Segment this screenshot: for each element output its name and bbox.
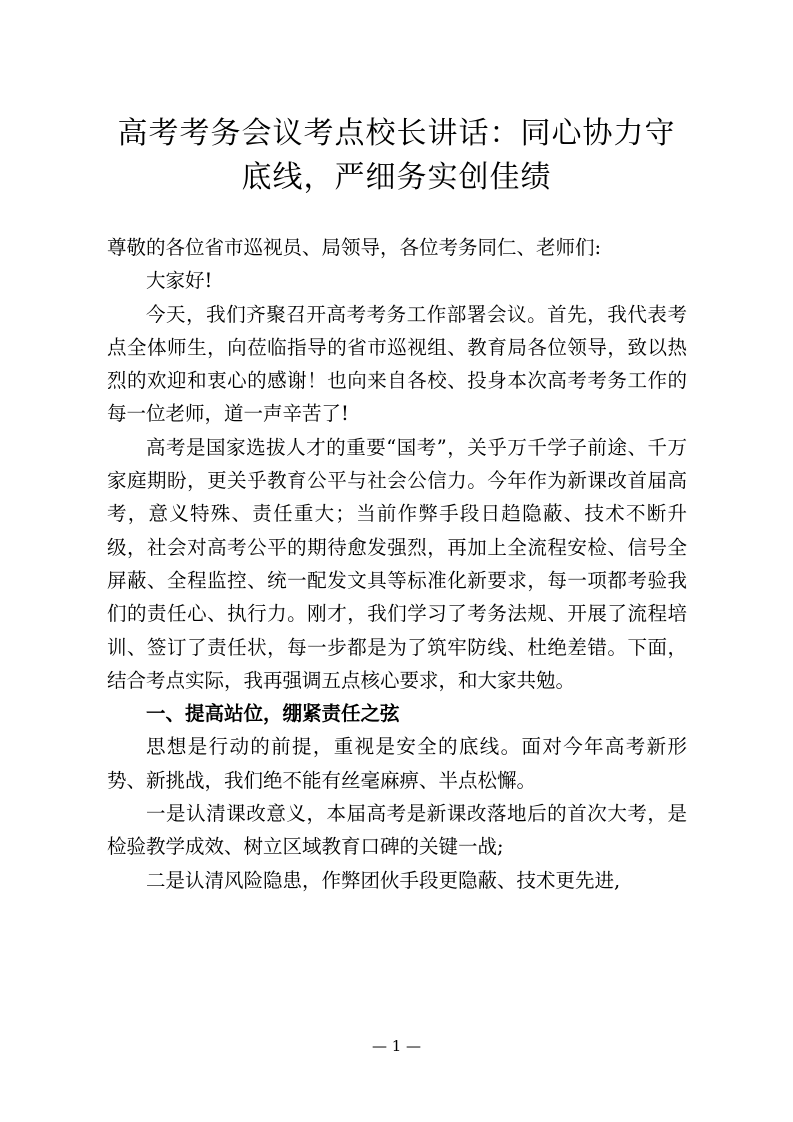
paragraph-mindset: 思想是行动的前提，重视是安全的底线。面对今年高考新形势、新挑战，我们绝不能有丝毫麻痹、半点松懈。 <box>107 735 687 792</box>
document-title <box>100 112 693 200</box>
paragraph-importance: 高考是国家选拔人才的重要“国考”，关乎万千学子前途、千万家庭期盼，更关乎教育公平与社会公信力。今年作为新课改首届高考，意义特殊、责任重大；当前作弊手段日趋隐蔽、技术不断升级，社会对高考公平的期待愈发强烈，再加上全流程安检、信号全屏蔽、全程监控、统一配发文具等标准化新要求，每一项都考验我们的责任心、执行力。刚才，我们学习了考务法规、开展了流程培训、签订了责任状，每一步都是为了筑牢防线、杜绝差错。下面，结合考点实际，我再强调五点核心要求，和大家共勉。 <box>107 435 687 692</box>
paragraph-point-two: 二是认清风险隐患，作弊团伙手段更隐蔽、技术更先进, <box>146 868 621 892</box>
greeting: 大家好! <box>146 269 213 293</box>
paragraph-opening: 今天，我们齐聚召开高考考务工作部署会议。首先，我代表考点全体师生，向莅临指导的省市巡视组、教育局各位领导，致以热烈的欢迎和衷心的感谢！也向来自各校、投身本次高考考务工作的每一位老师，道一声辛苦了! <box>107 302 687 426</box>
section-heading-1: 一、提高站位，绷紧责任之弦 <box>146 702 400 726</box>
title-line-1: 高考考务会议考点校长讲话：同心协力守 <box>117 116 676 151</box>
salutation: 尊敬的各位省市巡视员、局领导，各位考务同仁、老师们: <box>107 236 602 259</box>
document-body <box>107 231 687 897</box>
paragraph-point-one: 一是认清课改意义，本届高考是新课改落地后的首次大考，是检验教学成效、树立区域教育口碑的关键一战; <box>107 802 687 859</box>
page-number: — 1 — <box>371 1037 422 1055</box>
title-line-2: 底线，严细务实创佳绩 <box>241 160 552 195</box>
